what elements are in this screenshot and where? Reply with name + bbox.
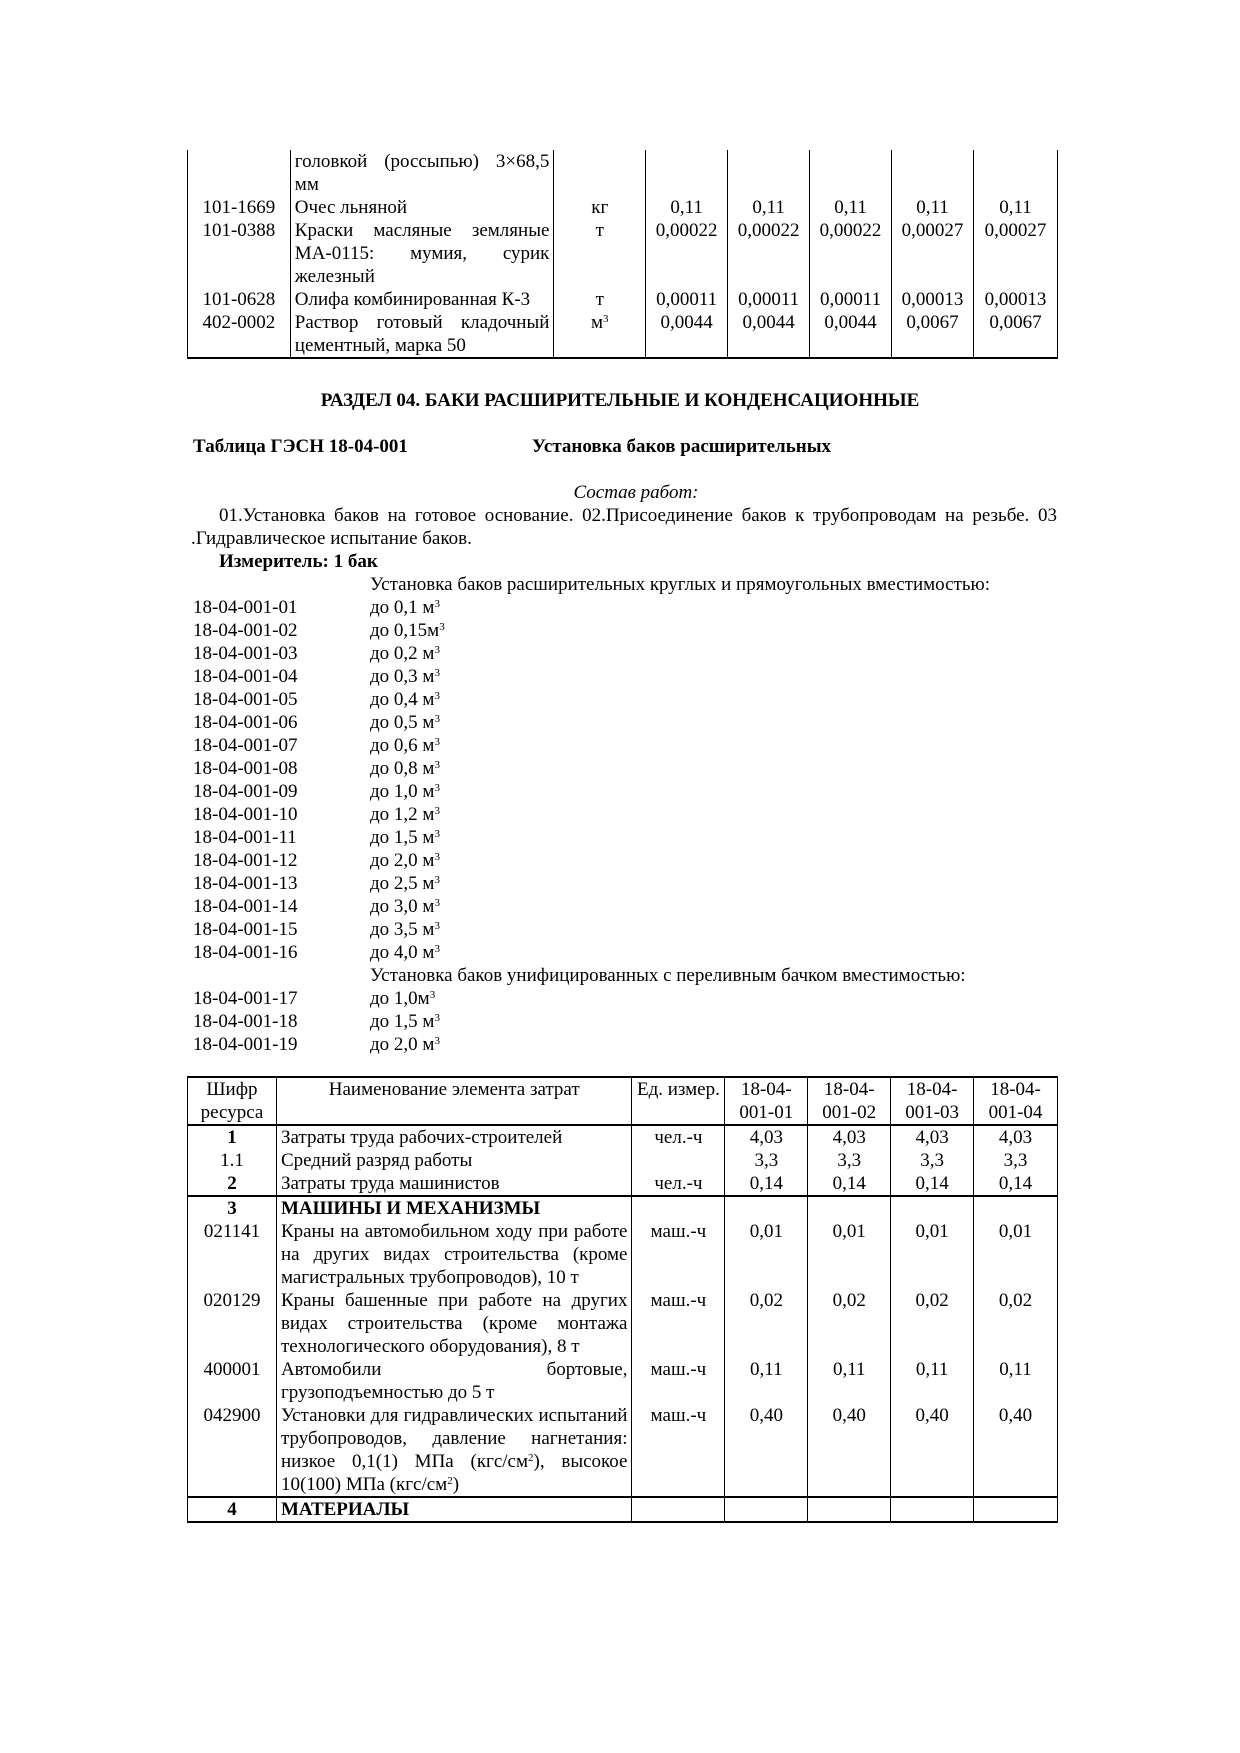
composition-text: 01.Установка баков на готовое основание. 02.Присоединение баков к трубопроводам на резьбе. 03 .Гидравлическое испытание баков. [191, 505, 1057, 549]
empty-cell [891, 1497, 974, 1522]
header-row [188, 1077, 1058, 1125]
value-cell: 0,0044 [646, 311, 728, 358]
resource-name: Раствор готовый кладочный цементный, марка 50 [290, 311, 554, 358]
value-cell: 0,01 [974, 1220, 1058, 1289]
table-row [188, 1289, 1058, 1358]
unit-superscript: 3 [434, 828, 440, 840]
composition-title: Состав работ: [573, 482, 699, 503]
value-cell: 0,00022 [728, 219, 810, 288]
table-row [188, 219, 1058, 288]
norm-description: до 3,5 $м^3$ [370, 919, 440, 940]
value-cell: 0,11 [646, 196, 728, 219]
table-row [188, 1404, 1058, 1497]
norm-description: до 0,1 $м^3$ [370, 597, 440, 618]
resource-name: Автомобили бортовые, грузоподъемностью до 5 т [276, 1358, 632, 1404]
value-cell: 0,00011 [646, 288, 728, 311]
table-row [188, 1125, 1058, 1149]
table-title: Установка баков расширительных [532, 436, 832, 457]
empty-cell [632, 1497, 725, 1522]
resource-name: Установки для гидравлических испытаний трубопроводов, давление нагнетания: низкое 0,1(1) МПа $(кгс/см^2)$, высокое 10(100) МПа $(кгс/см^2)$ [276, 1404, 632, 1497]
header-name: Наименование элемента затрат [276, 1077, 632, 1125]
norm-description: до 0,8 $м^3$ [370, 758, 440, 779]
unit-superscript: 3 [434, 667, 440, 679]
unit-superscript: 3 [439, 621, 445, 633]
header-norm-code: 18-04-001-04 [974, 1077, 1058, 1125]
empty-cell [808, 1497, 891, 1522]
group-code: 4 [188, 1497, 277, 1522]
empty-cell [725, 1497, 808, 1522]
value-cell [892, 150, 974, 196]
unit-cell: маш.-ч [632, 1220, 725, 1289]
unit-superscript: 3 [434, 598, 440, 610]
unit-superscript: 3 [434, 736, 440, 748]
resource-code: 2 [188, 1172, 277, 1196]
value-cell: 0,11 [973, 196, 1057, 219]
empty-cell [891, 1196, 974, 1220]
resource-name: Олифа комбинированная К-3 [290, 288, 554, 311]
unit-cell: $м^3$ [554, 311, 646, 358]
group-name: МАТЕРИАЛЫ [276, 1497, 632, 1522]
value-cell [810, 150, 892, 196]
value-cell: 0,00022 [810, 219, 892, 288]
unit-superscript: 3 [434, 920, 440, 932]
norm-code: 18-04-001-17 [193, 988, 298, 1009]
norm-description: до 0,3 $м^3$ [370, 666, 440, 687]
value-cell: 0,02 [974, 1289, 1058, 1358]
norm-description: до 1,5 $м^3$ [370, 827, 440, 848]
norm-code: 18-04-001-11 [193, 827, 297, 848]
resource-table [187, 1076, 1058, 1523]
resource-code: 402-0002 [188, 311, 291, 358]
resource-code: 042900 [188, 1404, 277, 1497]
value-cell: 0,14 [974, 1172, 1058, 1196]
section-title: РАЗДЕЛ 04. БАКИ РАСШИРИТЕЛЬНЫЕ И КОНДЕНСАЦИОННЫЕ [320, 390, 920, 411]
table-row [188, 1172, 1058, 1196]
norm-code: 18-04-001-09 [193, 781, 298, 802]
unit-cell: маш.-ч [632, 1289, 725, 1358]
value-cell: 0,01 [725, 1220, 808, 1289]
norm-code: 18-04-001-02 [193, 620, 298, 641]
value-cell: 0,11 [808, 1358, 891, 1404]
group-name: МАШИНЫ И МЕХАНИЗМЫ [276, 1196, 632, 1220]
norm-code: 18-04-001-01 [193, 597, 298, 618]
unit-cell: маш.-ч [632, 1404, 725, 1497]
unit-superscript: 3 [434, 943, 440, 955]
norm-description: до 2,0 $м^3$ [370, 1034, 440, 1055]
norm-code: 18-04-001-08 [193, 758, 298, 779]
norm-description: до 1,0 $м^3$ [370, 781, 440, 802]
value-cell: 0,11 [892, 196, 974, 219]
norm-description: до 2,0 $м^3$ [370, 850, 440, 871]
norm-code: 18-04-001-07 [193, 735, 298, 756]
norm-code: 18-04-001-14 [193, 896, 298, 917]
value-cell: 0,0044 [728, 311, 810, 358]
unit-superscript: 3 [434, 713, 440, 725]
table-row [188, 1358, 1058, 1404]
norm-description: до 1,2 $м^3$ [370, 804, 440, 825]
materials-continuation-table [187, 150, 1058, 359]
value-cell: 0,0067 [973, 311, 1057, 358]
resource-code: 101-0388 [188, 219, 291, 288]
value-cell: 0,0044 [810, 311, 892, 358]
value-cell: 0,00022 [646, 219, 728, 288]
norm-description: до 3,0 $м^3$ [370, 896, 440, 917]
value-cell: 0,00011 [728, 288, 810, 311]
unit-superscript: 2 [447, 1475, 453, 1487]
value-cell: 0,40 [891, 1404, 974, 1497]
value-cell: 4,03 [974, 1125, 1058, 1149]
unit-cell: чел.-ч [632, 1125, 725, 1149]
value-cell: 0,11 [974, 1358, 1058, 1404]
group-code: 3 [188, 1196, 277, 1220]
resource-code: 101-1669 [188, 196, 291, 219]
value-cell: 0,00013 [973, 288, 1057, 311]
value-cell: 0,40 [725, 1404, 808, 1497]
resource-name: Краны башенные при работе на других видах строительства (кроме монтажа технологического оборудования), 8 т [276, 1289, 632, 1358]
group-title: Установка баков унифицированных с переливным бачком вместимостью: [370, 965, 966, 986]
value-cell: 0,14 [808, 1172, 891, 1196]
resource-name: Затраты труда машинистов [276, 1172, 632, 1196]
norm-code: 18-04-001-19 [193, 1034, 298, 1055]
norm-description: до 0,2 $м^3$ [370, 643, 440, 664]
unit-cell: т [554, 219, 646, 288]
resource-code: 1.1 [188, 1149, 277, 1172]
value-cell: 0,11 [728, 196, 810, 219]
measure-unit: Измеритель: 1 бак [219, 551, 378, 572]
resource-code: 1 [188, 1125, 277, 1149]
unit-superscript: 3 [434, 1035, 440, 1047]
unit-superscript: 3 [434, 805, 440, 817]
value-cell [728, 150, 810, 196]
resource-name: головкой (россыпью) 3×68,5 мм [290, 150, 554, 196]
unit-superscript: 3 [434, 851, 440, 863]
table-row [188, 288, 1058, 311]
resource-code: 101-0628 [188, 288, 291, 311]
norm-code: 18-04-001-12 [193, 850, 298, 871]
value-cell: 3,3 [974, 1149, 1058, 1172]
value-cell: 0,11 [891, 1358, 974, 1404]
resource-code: 400001 [188, 1358, 277, 1404]
norm-code: 18-04-001-10 [193, 804, 298, 825]
unit-superscript: 3 [434, 897, 440, 909]
value-cell: 0,14 [891, 1172, 974, 1196]
value-cell: 0,11 [725, 1358, 808, 1404]
value-cell: 4,03 [725, 1125, 808, 1149]
unit-cell: чел.-ч [632, 1172, 725, 1196]
empty-cell [725, 1196, 808, 1220]
value-cell: 3,3 [808, 1149, 891, 1172]
resource-name: Краны на автомобильном ходу при работе на других видах строительства (кроме магистральных трубопроводов), 10 т [276, 1220, 632, 1289]
header-unit: Ед. измер. [632, 1077, 725, 1125]
norm-description: до 1,5 $м^3$ [370, 1011, 440, 1032]
value-cell [973, 150, 1057, 196]
table-number: Таблица ГЭСН 18-04-001 [193, 436, 408, 457]
value-cell: 0,02 [808, 1289, 891, 1358]
norm-code: 18-04-001-04 [193, 666, 298, 687]
value-cell: 3,3 [891, 1149, 974, 1172]
norm-description: до 0,6 $м^3$ [370, 735, 440, 756]
value-cell: 0,02 [891, 1289, 974, 1358]
resource-name: Очес льняной [290, 196, 554, 219]
unit-superscript: 3 [603, 313, 609, 325]
norm-code: 18-04-001-15 [193, 919, 298, 940]
empty-cell [974, 1497, 1058, 1522]
norm-description: до 0,4 $м^3$ [370, 689, 440, 710]
header-norm-code: 18-04-001-02 [808, 1077, 891, 1125]
unit-superscript: 2 [528, 1452, 534, 1464]
norm-code: 18-04-001-13 [193, 873, 298, 894]
value-cell: 0,00011 [810, 288, 892, 311]
value-cell: 0,14 [725, 1172, 808, 1196]
resource-code: 020129 [188, 1289, 277, 1358]
value-cell: 0,40 [974, 1404, 1058, 1497]
unit-superscript: 3 [434, 759, 440, 771]
value-cell: 3,3 [725, 1149, 808, 1172]
unit-cell [554, 150, 646, 196]
value-cell: 0,02 [725, 1289, 808, 1358]
norm-description: до 0,5 $м^3$ [370, 712, 440, 733]
unit-cell: маш.-ч [632, 1358, 725, 1404]
norm-code: 18-04-001-18 [193, 1011, 298, 1032]
table-row [188, 1149, 1058, 1172]
resource-name: Средний разряд работы [276, 1149, 632, 1172]
unit-cell [632, 1149, 725, 1172]
unit-cell: кг [554, 196, 646, 219]
table-row [188, 1220, 1058, 1289]
norm-code: 18-04-001-05 [193, 689, 298, 710]
table-row [188, 196, 1058, 219]
empty-cell [632, 1196, 725, 1220]
empty-cell [808, 1196, 891, 1220]
header-norm-code: 18-04-001-01 [725, 1077, 808, 1125]
unit-superscript: 3 [434, 644, 440, 656]
norm-description: до 4,0 $м^3$ [370, 942, 440, 963]
unit-superscript: 3 [429, 989, 436, 1001]
empty-cell [974, 1196, 1058, 1220]
norm-description: до $0,15м^3$ [370, 620, 445, 641]
value-cell: 0,00027 [973, 219, 1057, 288]
value-cell: 4,03 [808, 1125, 891, 1149]
value-cell [646, 150, 728, 196]
resource-name: Затраты труда рабочих-строителей [276, 1125, 632, 1149]
value-cell: 0,00013 [892, 288, 974, 311]
value-cell: 0,01 [808, 1220, 891, 1289]
value-cell: 0,00027 [892, 219, 974, 288]
resource-code: 021141 [188, 1220, 277, 1289]
norm-code: 18-04-001-03 [193, 643, 298, 664]
norm-code: 18-04-001-16 [193, 942, 298, 963]
value-cell: 0,01 [891, 1220, 974, 1289]
unit-superscript: 3 [434, 1012, 440, 1024]
unit-cell: т [554, 288, 646, 311]
value-cell: 0,0067 [892, 311, 974, 358]
value-cell: 0,40 [808, 1404, 891, 1497]
group-row [188, 1196, 1058, 1220]
unit-superscript: 3 [434, 690, 440, 702]
resource-code [188, 150, 291, 196]
unit-superscript: 3 [434, 874, 440, 886]
resource-name: Краски масляные земляные МА-0115: мумия, сурик железный [290, 219, 554, 288]
table-row [188, 311, 1058, 358]
value-cell: 4,03 [891, 1125, 974, 1149]
value-cell: 0,11 [810, 196, 892, 219]
table-row [188, 150, 1058, 196]
norm-description: до $1,0м^3$ [370, 988, 436, 1009]
group-title: Установка баков расширительных круглых и прямоугольных вместимостью: [370, 574, 991, 595]
norm-description: до 2,5 $м^3$ [370, 873, 440, 894]
header-code: Шифр ресурса [188, 1077, 277, 1125]
group-row [188, 1497, 1058, 1522]
unit-superscript: 3 [434, 782, 440, 794]
header-norm-code: 18-04-001-03 [891, 1077, 974, 1125]
norm-code: 18-04-001-06 [193, 712, 298, 733]
